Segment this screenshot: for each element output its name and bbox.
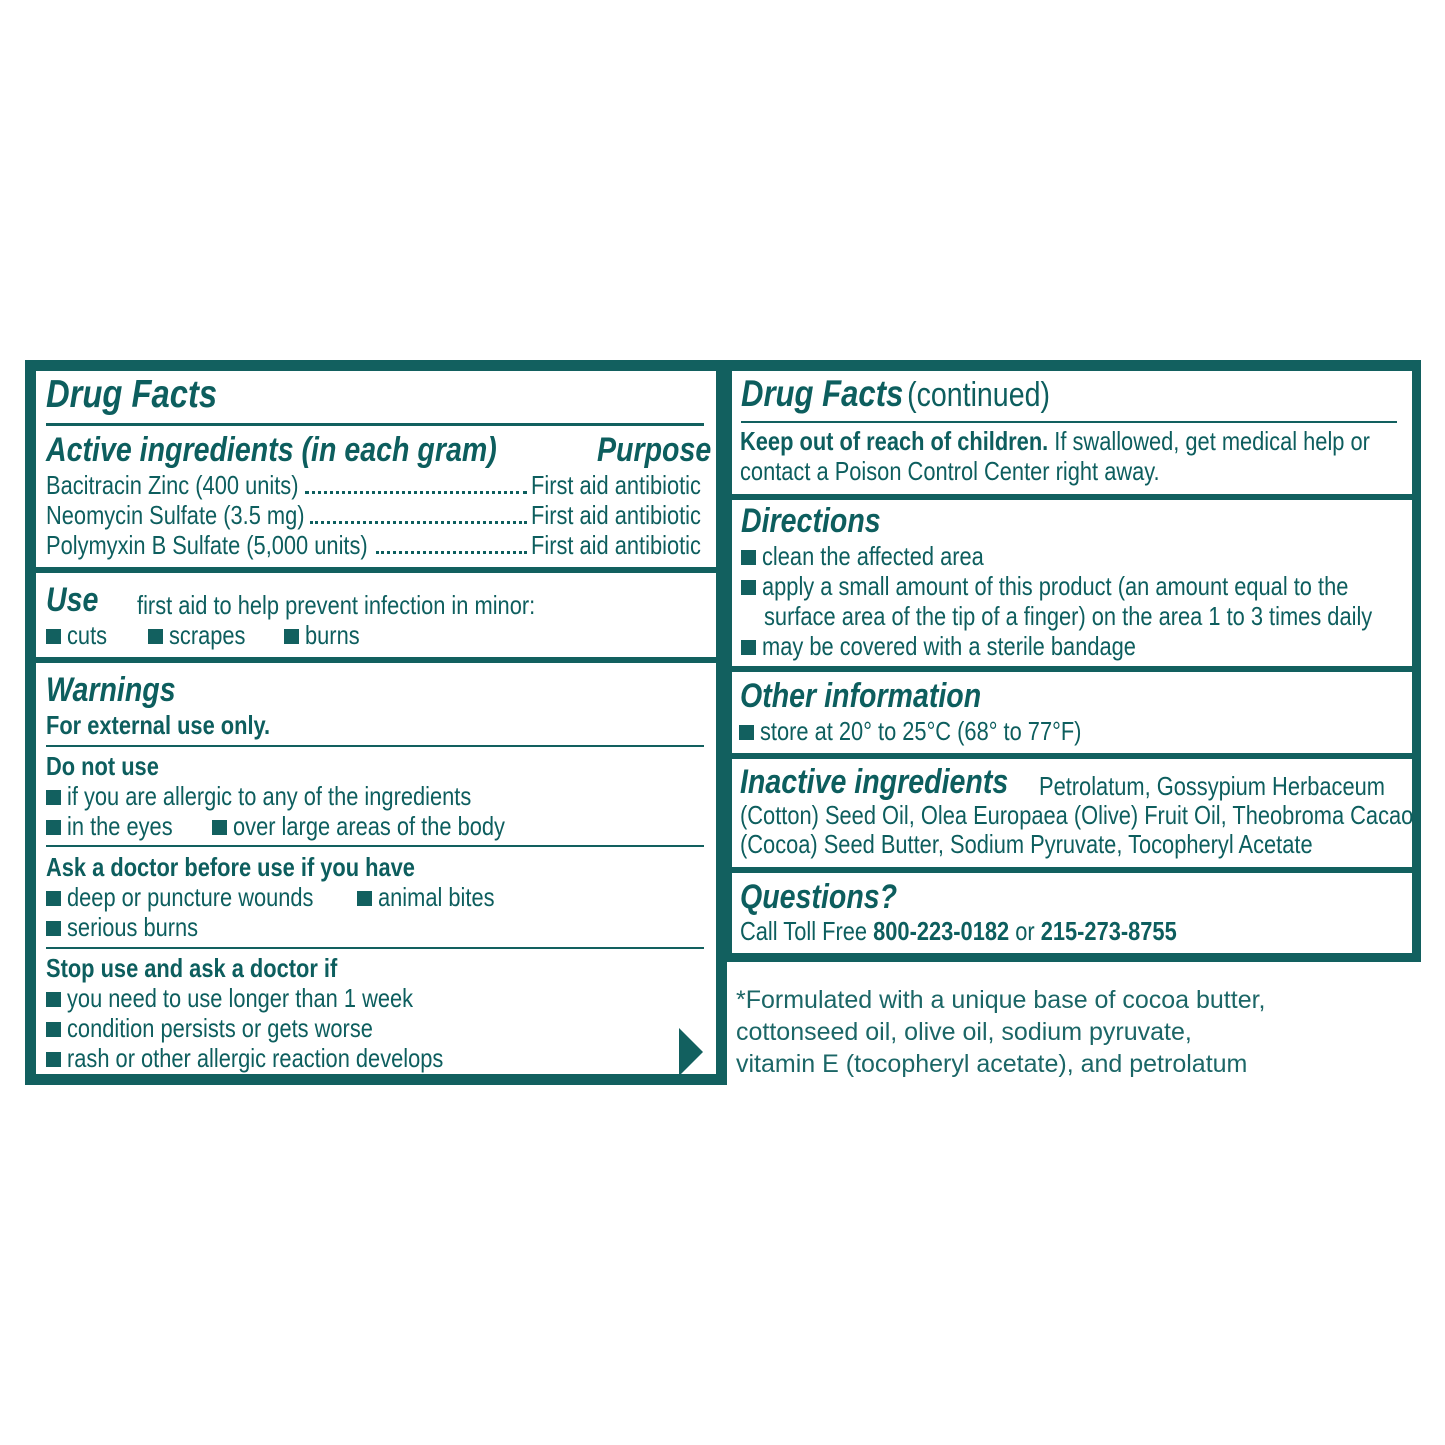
leader-dots (305, 491, 527, 494)
do-not-use-item: if you are allergic to any of the ingredients (46, 781, 548, 812)
square-bullet-icon (741, 550, 756, 565)
directions-heading: Directions (741, 502, 881, 540)
square-bullet-icon (739, 725, 754, 740)
square-bullet-icon (212, 820, 227, 835)
keep-out-text: Keep out of reach of children. If swallowed, get medical help or (740, 426, 1370, 456)
square-bullet-icon (46, 790, 61, 805)
ingredient-row: Neomycin Sulfate (3.5 mg) (46, 500, 305, 530)
footnote-line: cottonseed oil, olive oil, sodium pyruvate, (736, 1018, 1192, 1046)
square-bullet-icon (46, 992, 61, 1007)
ingredient-row: Bacitracin Zinc (400 units) (46, 470, 299, 500)
warnings-rule (46, 745, 704, 747)
directions-item: apply a small amount of this product (an amount equal to the (741, 571, 1445, 602)
ask-doctor-item: deep or puncture wounds (46, 882, 360, 913)
ingredient-row: Polymyxin B Sulfate (5,000 units) (46, 530, 368, 560)
phone-number-1: 800-223-0182 (873, 916, 1010, 946)
square-bullet-icon (46, 921, 61, 936)
directions-item: clean the affected area (741, 541, 1026, 572)
square-bullet-icon (741, 640, 756, 655)
square-bullet-icon (284, 629, 299, 644)
do-not-use-item: in the eyes (46, 811, 193, 842)
footnote-line: vitamin E (tocopheryl acetate), and petrolatum (736, 1050, 1248, 1078)
square-bullet-icon (46, 891, 61, 906)
stop-use-item: condition persists or gets worse (46, 1013, 431, 1044)
use-item: burns (284, 620, 370, 651)
phone-number-2: 215-273-8755 (1040, 916, 1177, 946)
ingredient-purpose: First aid antibiotic (531, 470, 701, 500)
stop-use-item: rash or other allergic reaction develops (46, 1043, 515, 1074)
square-bullet-icon (741, 580, 756, 595)
drug-facts-continued-title: Drug Facts (continued) (741, 373, 1050, 414)
divider-rule (46, 947, 704, 949)
external-use-text: For external use only. (46, 710, 271, 740)
inactive-ingredients-heading: Inactive ingredients (740, 763, 1009, 801)
other-information-heading: Other information (740, 677, 982, 715)
divider-rule (46, 845, 704, 847)
title-rule (741, 421, 1397, 423)
ask-doctor-heading: Ask a doctor before use if you have (46, 852, 415, 882)
leader-dots (310, 521, 527, 524)
ingredient-purpose: First aid antibiotic (531, 500, 701, 530)
do-not-use-heading: Do not use (46, 751, 159, 781)
active-ingredients-heading: Active ingredients (in each gram) (46, 431, 497, 469)
questions-heading: Questions? (740, 878, 898, 916)
use-item: scrapes (148, 620, 260, 651)
inactive-ingredients-text: (Cotton) Seed Oil, Olea Europaea (Olive) Fruit Oil, Theobroma Cacao (740, 800, 1414, 830)
ingredient-purpose: First aid antibiotic (531, 530, 701, 560)
continue-arrow-icon (679, 1028, 705, 1076)
ask-doctor-item: serious burns (46, 912, 223, 943)
other-information-item: store at 20° to 25°C (68° to 77°F) (739, 716, 1143, 747)
directions-item-continued: surface area of the tip of a finger) on the area 1 to 3 times daily (764, 601, 1373, 631)
use-item: cuts (46, 620, 115, 651)
title-rule (46, 423, 704, 426)
stop-use-heading: Stop use and ask a doctor if (46, 953, 338, 983)
do-not-use-item: over large areas of the body (212, 811, 557, 842)
stop-use-item: you need to use longer than 1 week (46, 983, 479, 1014)
square-bullet-icon (46, 820, 61, 835)
inactive-ingredients-text: Petrolatum, Gossypium Herbaceum (1039, 771, 1385, 801)
square-bullet-icon (357, 891, 372, 906)
square-bullet-icon (148, 629, 163, 644)
questions-text: Call Toll Free 800-223-0182 or 215-273-8755 (740, 916, 1177, 946)
use-heading: Use (46, 581, 99, 619)
ask-doctor-item: animal bites (357, 882, 517, 913)
warnings-heading: Warnings (46, 671, 176, 709)
keep-out-text: contact a Poison Control Center right away. (740, 456, 1160, 486)
use-text: first aid to help prevent infection in minor: (137, 590, 536, 620)
drug-facts-title: Drug Facts (46, 373, 218, 416)
directions-item: may be covered with a sterile bandage (741, 631, 1207, 662)
square-bullet-icon (46, 629, 61, 644)
footnote-line: *Formulated with a unique base of cocoa butter, (736, 986, 1266, 1014)
leader-dots (376, 551, 527, 554)
inactive-ingredients-text: (Cocoa) Seed Butter, Sodium Pyruvate, Tocopheryl Acetate (740, 829, 1313, 859)
square-bullet-icon (46, 1022, 61, 1037)
purpose-heading: Purpose (597, 431, 712, 469)
square-bullet-icon (46, 1052, 61, 1067)
